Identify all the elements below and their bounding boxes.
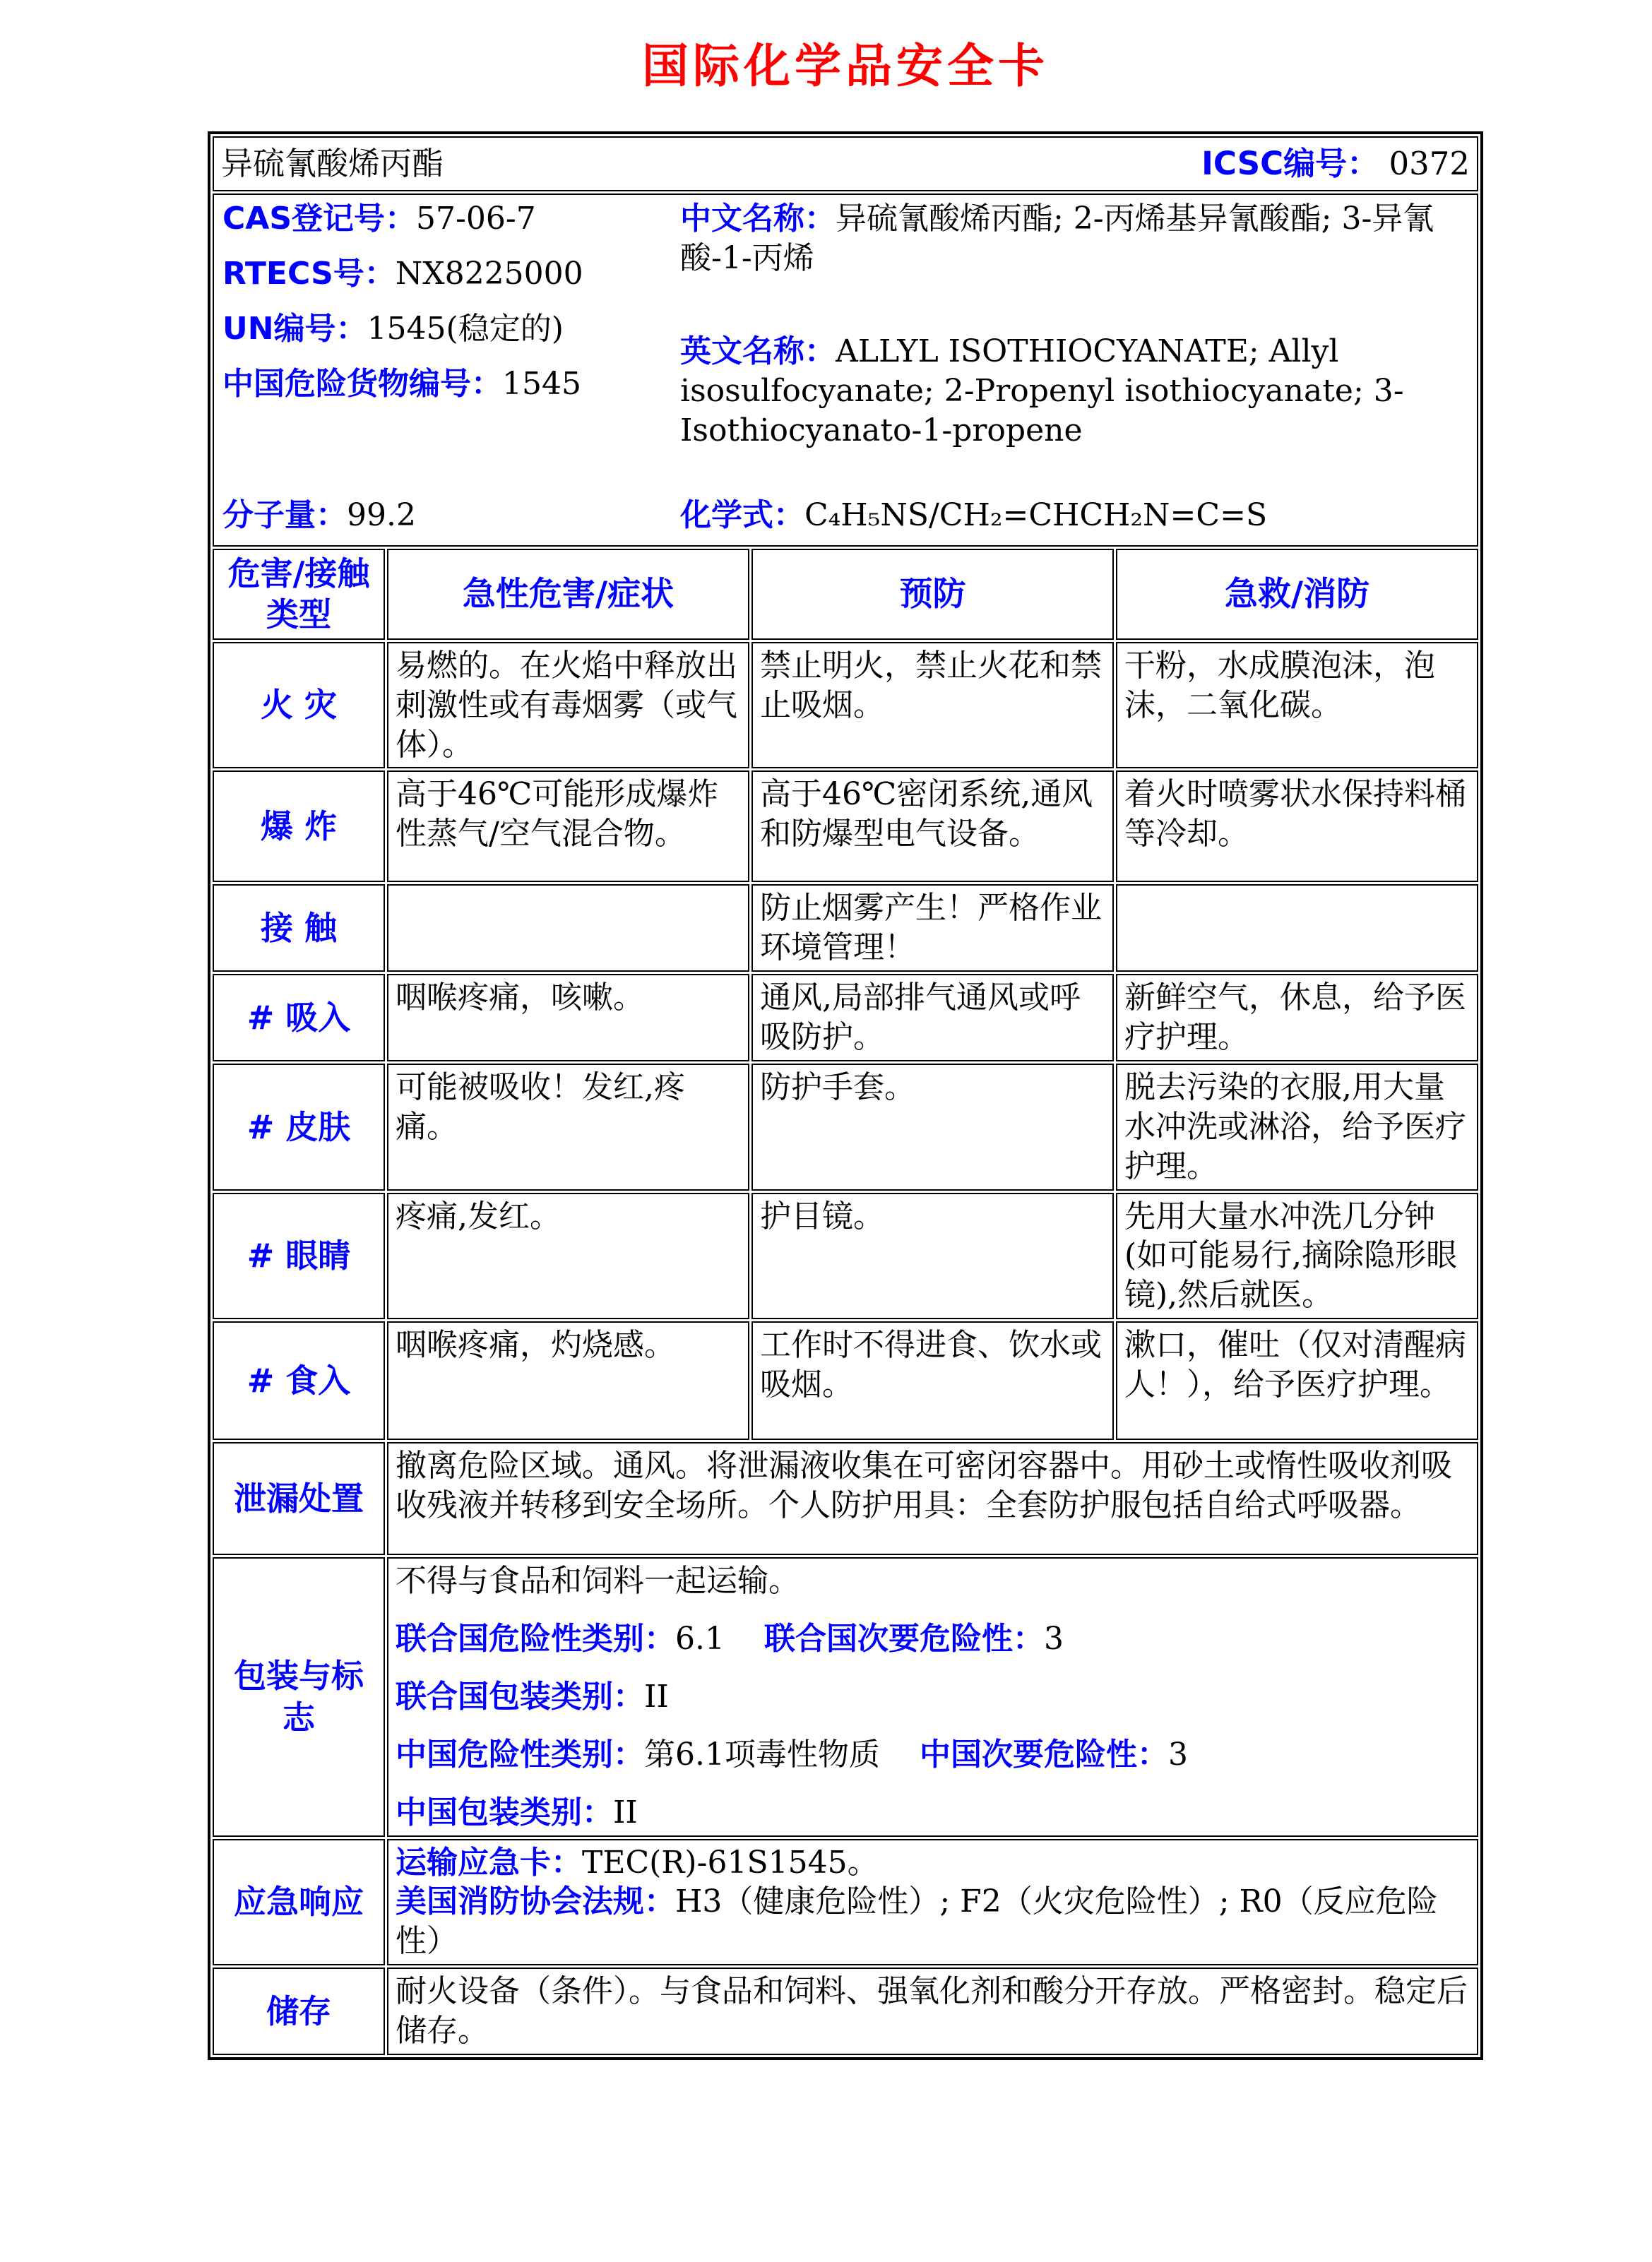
spill-row [213,1442,1478,1555]
english-name-value: ALLYL ISOTHIOCYANATE; Allyl isosulfocyanate; 2-Propenyl isothiocyanate; 3-Isothiocyanato-1-propene [680,333,1404,448]
chemical-formula [680,496,1267,535]
rtecs-value: NX8225000 [395,255,583,292]
un-number-field [222,309,675,349]
chinese-name-block [680,199,1467,278]
page-title: 国际化学品安全卡 [642,38,1049,93]
explosion-prevention-cell: 高于46℃密闭系统,通风和防爆型电气设备。 [751,770,1114,882]
chemical-name: 异硫氰酸烯丙酯 [221,145,444,183]
fire-prevention-cell: 禁止明火，禁止火花和禁止吸烟。 [751,642,1114,769]
explosion-label: 爆 炸 [213,770,385,882]
hazard-row-ingestion [213,1321,1478,1440]
un-packing-group-value: II [644,1678,669,1715]
skin-prevention-cell: 防护手套。 [751,1064,1114,1191]
name-cell [213,136,1478,191]
un-subsidiary-risk-label: 联合国次要危险性： [763,1621,1044,1657]
chinese-name-label: 中文名称： [680,201,836,237]
storage-row [213,1968,1478,2055]
chemical-formula-label: 化学式： [680,497,804,534]
inhalation-symptom-cell: 咽喉疼痛，咳嗽。 [387,974,749,1061]
inhalation-label: # 吸入 [213,974,385,1061]
chemical-names [680,199,1467,450]
identification-cell [213,194,1478,547]
cn-packing-group-line [396,1793,1470,1833]
hazard-row-inhalation [213,974,1478,1061]
eyes-firstaid-cell: 先用大量水冲洗几分钟(如可能易行,摘除隐形眼镜),然后就医。 [1116,1193,1478,1320]
hazard-row-skin [213,1064,1478,1191]
un-subsidiary-risk-value: 3 [1043,1621,1064,1657]
exposure-firstaid-cell [1116,884,1478,972]
nfpa-code-value: H3（健康危险性）; F2（火灾危险性）; R0（反应危险性） [396,1883,1438,1960]
ingestion-label: # 食入 [213,1321,385,1440]
emergency-label: 应急响应 [213,1839,385,1966]
exposure-label: 接 触 [213,884,385,972]
header-prevention: 预防 [751,549,1114,640]
icsc-label: ICSC编号： [1201,145,1379,183]
nfpa-code-label: 美国消防协会法规： [396,1883,675,1920]
skin-firstaid-cell: 脱去污染的衣服,用大量水冲洗或淋浴，给予医疗护理。 [1116,1064,1478,1191]
fire-label: 火 灾 [213,642,385,769]
skin-symptom-cell: 可能被吸收！发红,疼痛。 [387,1064,749,1191]
header-firstaid: 急救/消防 [1116,549,1478,640]
safety-card-table [208,131,1483,2060]
explosion-symptom-cell: 高于46℃可能形成爆炸性蒸气/空气混合物。 [387,770,749,882]
emergency-content-cell [387,1839,1478,1966]
transport-emergency-card-value: TEC(R)-61S1545。 [582,1844,879,1881]
explosion-firstaid-cell: 着火时喷雾状水保持料桶等冷却。 [1116,770,1478,882]
transport-emergency-card-label: 运输应急卡： [396,1844,582,1881]
cas-field [222,199,675,239]
packaging-label: 包装与标志 [213,1557,385,1836]
un-hazard-class-label: 联合国危险性类别： [396,1621,675,1657]
fire-firstaid-cell: 干粉，水成膜泡沫，泡沫，二氧化碳。 [1116,642,1478,769]
chemical-formula-value: C₄H₅NS/CH₂=CHCH₂N=C=S [804,497,1268,534]
cn-packing-group-value: II [613,1794,638,1831]
un-hazard-class-line [396,1619,1470,1659]
spill-label: 泄漏处置 [213,1442,385,1555]
name-row [213,136,1478,191]
skin-label: # 皮肤 [213,1064,385,1191]
molecular-weight [222,496,680,535]
cas-value: 57-06-7 [416,201,536,237]
chinese-name-value: 异硫氰酸烯丙酯; 2-丙烯基异氰酸酯; 3-异氰酸-1-丙烯 [680,201,1434,276]
molecular-info-line [222,496,1467,535]
hazard-row-fire [213,642,1478,769]
header-hazard-type: 危害/接触类型 [213,549,385,640]
cas-label: CAS登记号： [222,201,417,237]
cn-packing-group-label: 中国包装类别： [396,1794,613,1831]
english-name-label: 英文名称： [680,333,836,369]
un-number-value: 1545(稳定的) [367,310,564,347]
rtecs-label: RTECS号： [222,255,396,292]
spill-content-cell: 撤离危险区域。通风。将泄漏液收集在可密闭容器中。用砂土或惰性吸收剂吸收残液并转移到安全场所。个人防护用具：全套防护服包括自给式呼吸器。 [387,1442,1478,1555]
cn-dg-number-label: 中国危险货物编号： [222,365,502,402]
un-number-label: UN编号： [222,310,367,347]
nfpa-code-line [396,1882,1470,1961]
eyes-prevention-cell: 护目镜。 [751,1193,1114,1320]
ingestion-prevention-cell: 工作时不得进食、饮水或吸烟。 [751,1321,1114,1440]
eyes-label: # 眼睛 [213,1193,385,1320]
hazard-row-eyes [213,1193,1478,1320]
exposure-symptom-cell [387,884,749,972]
cn-dg-number-value: 1545 [502,365,581,402]
icsc-value: 0372 [1389,145,1470,183]
registry-numbers [222,199,675,419]
cn-subsidiary-risk-label: 中国次要危险性： [919,1736,1168,1773]
cn-hazard-class-line [396,1735,1470,1775]
cn-dg-number-field [222,364,675,404]
molecular-weight-label: 分子量： [222,497,347,534]
inhalation-firstaid-cell: 新鲜空气，休息，给予医疗护理。 [1116,974,1478,1061]
ingestion-firstaid-cell: 漱口，催吐（仅对清醒病人！），给予医疗护理。 [1116,1321,1478,1440]
english-name-block [680,332,1467,451]
ingestion-symptom-cell: 咽喉疼痛，灼烧感。 [387,1321,749,1440]
header-symptoms: 急性危害/症状 [387,549,749,640]
inhalation-prevention-cell: 通风,局部排气通风或呼吸防护。 [751,974,1114,1061]
molecular-weight-value: 99.2 [347,497,416,534]
fire-symptom-cell: 易燃的。在火焰中释放出刺激性或有毒烟雾（或气体）。 [387,642,749,769]
storage-content-cell: 耐火设备（条件）。与食品和饲料、强氧化剂和酸分开存放。严格密封。稳定后储存。 [387,1968,1478,2055]
cn-subsidiary-risk-value: 3 [1167,1736,1188,1773]
packaging-transport-note: 不得与食品和饲料一起运输。 [396,1563,800,1600]
emergency-row [213,1839,1478,1966]
transport-emergency-card-line [396,1843,1470,1883]
icsc-number [1201,143,1470,184]
packaging-content-cell [387,1557,1478,1836]
hazard-row-exposure [213,884,1478,972]
eyes-symptom-cell: 疼痛,发红。 [387,1193,749,1320]
hazard-row-explosion [213,770,1478,882]
storage-label: 储存 [213,1968,385,2055]
hazard-table-header-row [213,549,1478,640]
un-hazard-class-value: 6.1 [675,1621,725,1657]
rtecs-field [222,254,675,294]
un-packing-group-label: 联合国包装类别： [396,1678,644,1715]
cn-hazard-class-value: 第6.1项毒性物质 [644,1736,880,1773]
exposure-prevention-cell: 防止烟雾产生！严格作业环境管理！ [751,884,1114,972]
packaging-row [213,1557,1478,1836]
un-packing-group-line [396,1677,1470,1717]
identification-row [213,194,1478,547]
cn-hazard-class-label: 中国危险性类别： [396,1736,644,1773]
